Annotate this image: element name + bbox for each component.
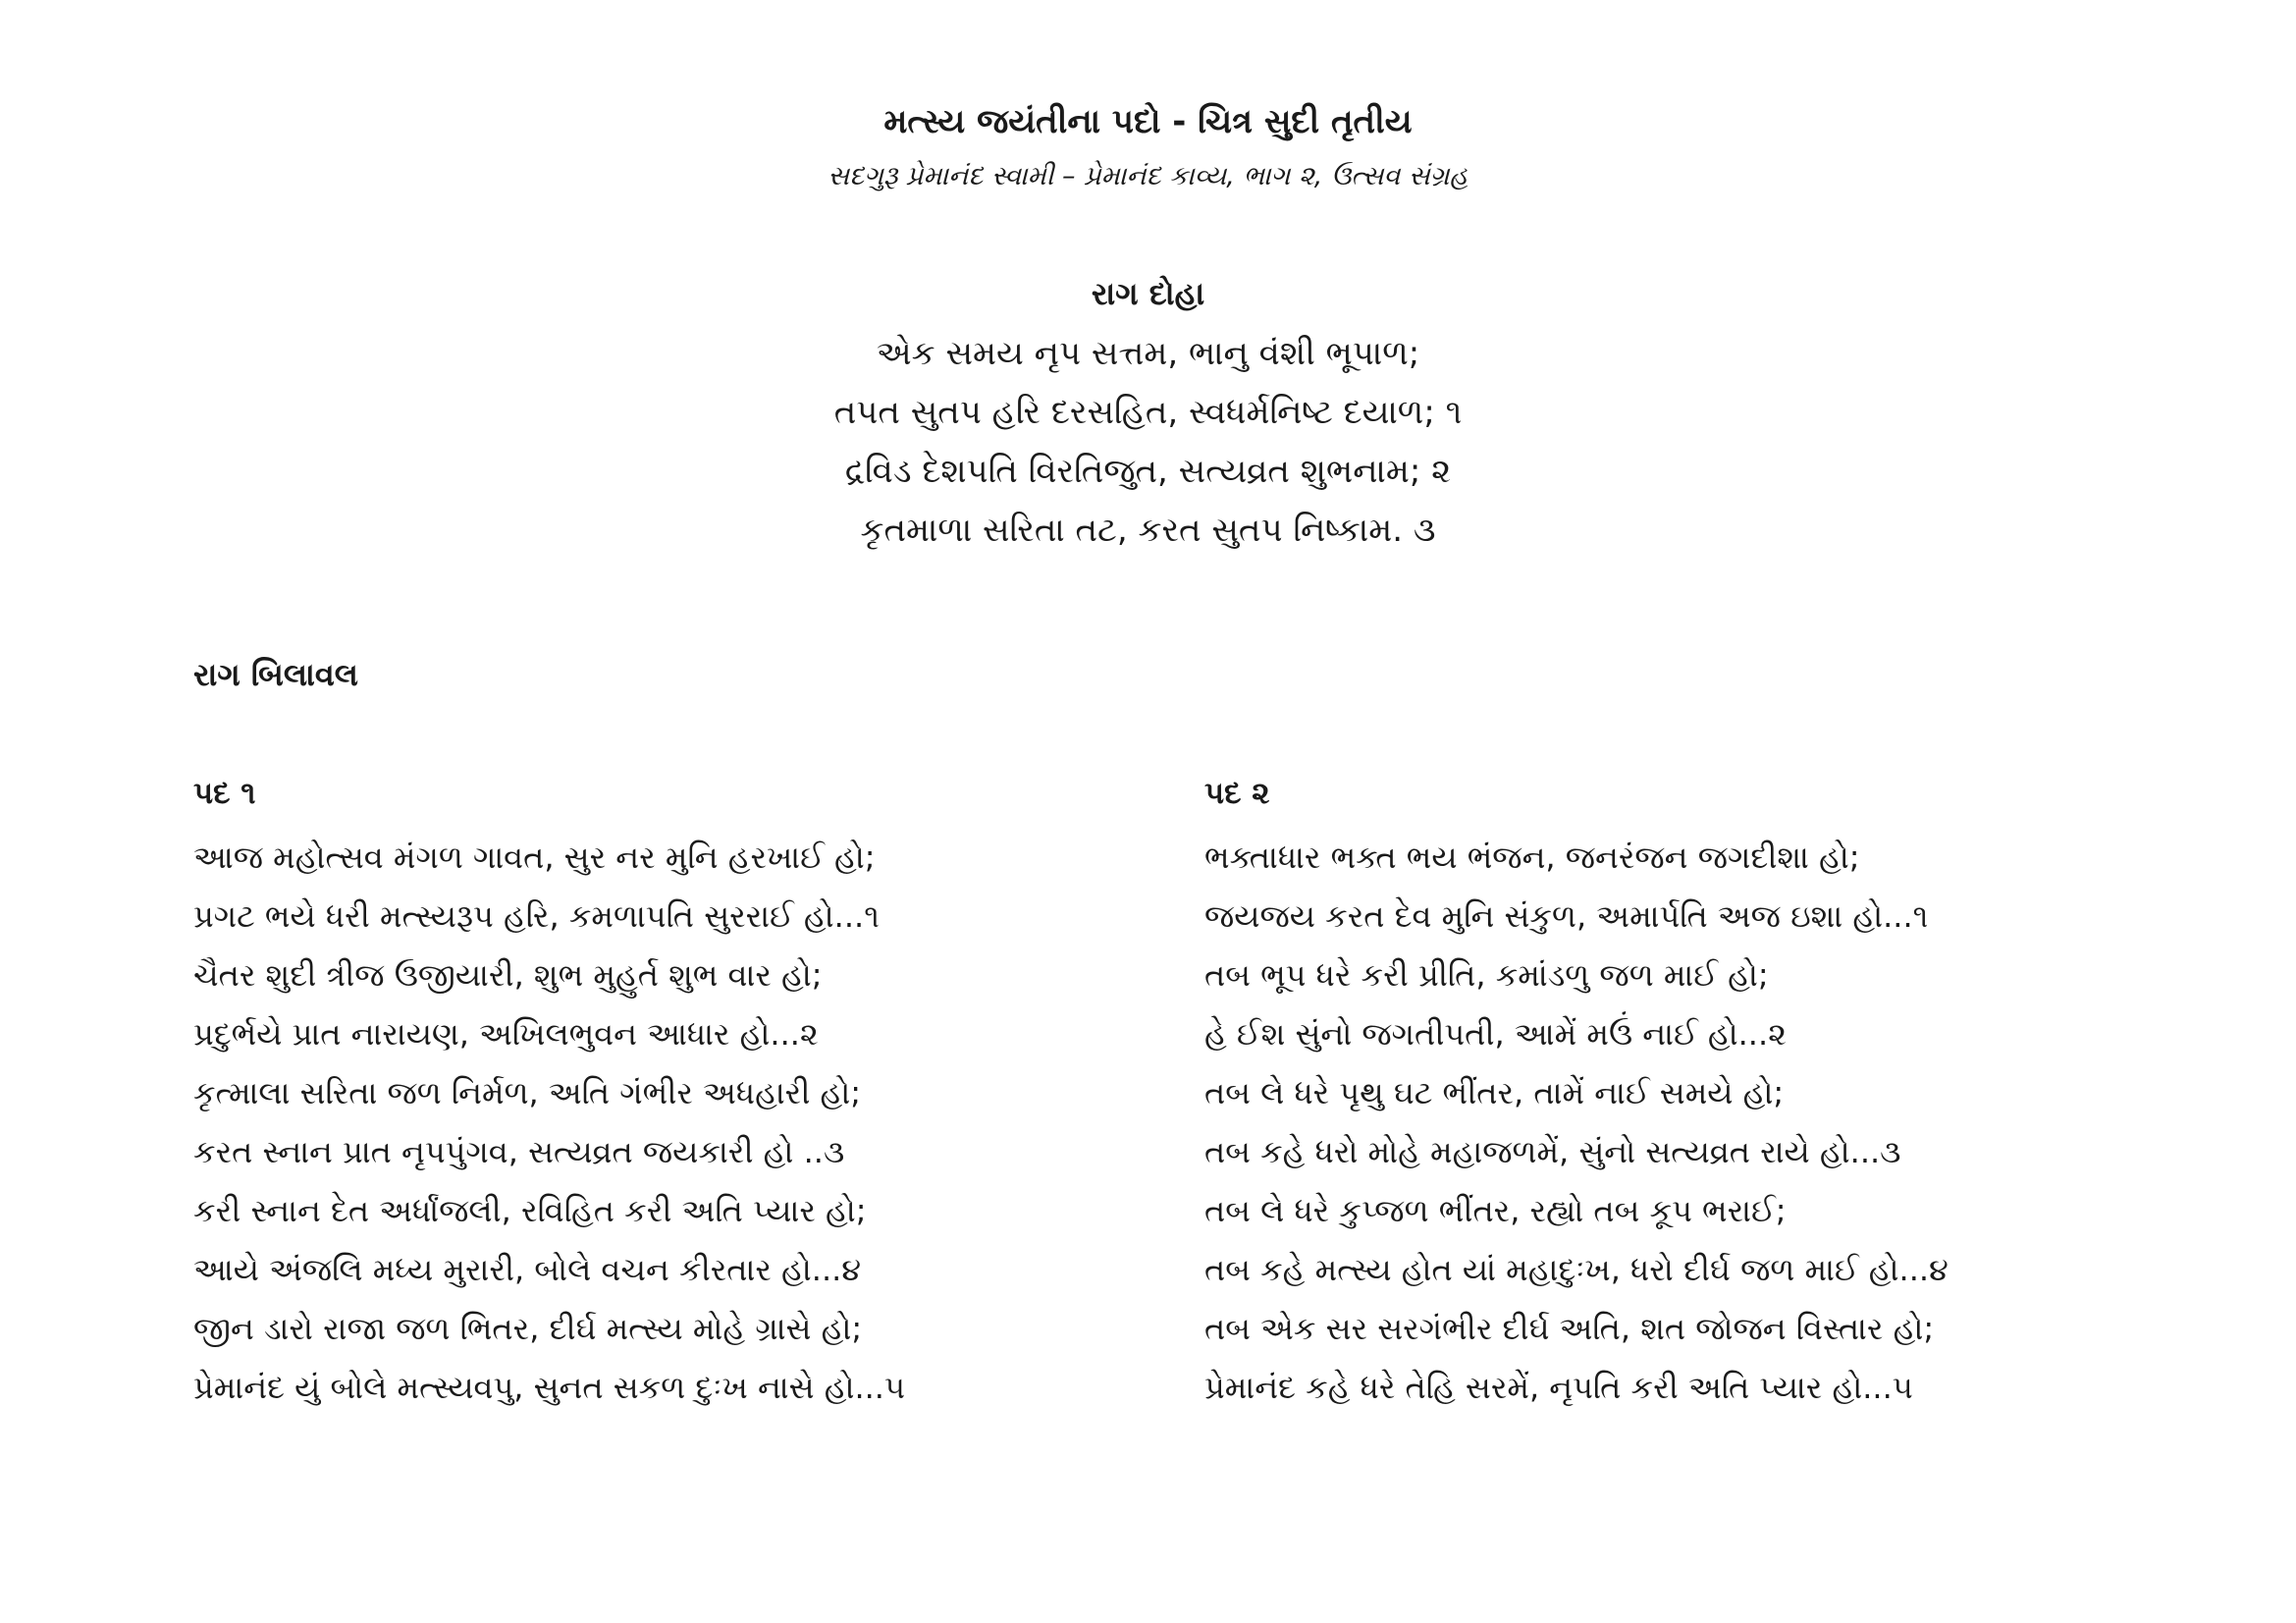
verse-line: હે ઈશ સુંનો જગતીપતી, આમેં મઉં નાઈ હો...૨ [1204, 1015, 1787, 1053]
bilaval-heading: રાગ બિલાવલ [193, 656, 358, 693]
doha-verses [0, 324, 2296, 560]
verse-line: તબ કહે ધરો મોહે મહાજળમેં, સુંનો સત્યવ્રત રાયે હો...૩ [1204, 1133, 1901, 1170]
document-title: મત્સ્ય જયંતીના પદો - ચિત્ર સુદી તૃતીય [883, 102, 1413, 141]
pad-1-heading: પદ ૧ [193, 776, 256, 811]
pad-1-column [193, 771, 1175, 1417]
doha-line: તપત સુતપ હરિ દરસહિત, સ્વધર્મનિષ્ટ દયાળ; ૧ [833, 393, 1463, 432]
verse-line: તબ લે ધરે પૃથુ ઘટ ભીંતર, તામેં નાઈ સમયે હો; [1204, 1074, 1785, 1111]
verse-line: પ્રેમાનંદ યું બોલે મત્સ્યવપુ, સુનત સકળ દુઃખ નાસે હો...૫ [193, 1369, 906, 1406]
verse-line: જયજય કરત દેવ મુનિ સંકુળ, અમાર્પતિ અજ ઇશા હો...૧ [1204, 897, 1929, 935]
verse-line: તબ એક સર સરગંભીર દીર્ઘ અતિ, શત જોજન વિસ્તાર હો; [1204, 1310, 1935, 1347]
pad-2-heading: પદ ૨ [1204, 776, 1270, 811]
verse-line: તબ લે ધરે કુપ્જળ ભીંતર, રહ્યો તબ કૂપ ભરાઈ; [1204, 1192, 1787, 1229]
verse-line: કરત સ્નાન પ્રાત નૃપપુંગવ, સત્યવ્રત જયકારી હો ..૩ [193, 1133, 845, 1170]
verse-line: કૃત્માલા સરિતા જળ નિર્મળ, અતિ ગંભીર અધહારી હો; [193, 1074, 862, 1111]
doha-line: એક સમય નૃપ સત્તમ, ભાનુ વંશી ભૂપાળ; [876, 334, 1420, 373]
verse-line: કરી સ્નાન દેત અર્ધાંજલી, રવિહિત કરી અતિ પ્યાર હો; [193, 1192, 867, 1229]
doha-line: દ્રવિડ દેશપતિ વિરતિજુત, સત્યવ્રત શુભનામ; ૨ [844, 452, 1452, 491]
verse-line: આયે અંજલિ મધ્ય મુરારી, બોલે વચન કીરતાર હો...૪ [193, 1251, 862, 1288]
verse-line: પ્રદુર્ભયે પ્રાત નારાયણ, અખિલભુવન આધાર હો...૨ [193, 1015, 819, 1053]
document-subtitle: સદગુરૂ પ્રેમાનંદ સ્વામી – પ્રેમાનંદ કાવ્ય, ભાગ ૨, ઉત્સવ સંગ્રહ [828, 161, 1468, 191]
verse-line: તબ કહે મત્સ્ય હોત યાં મહાદુઃખ, ધરો દીર્ઘ જળ માઈ હો...૪ [1204, 1251, 1949, 1288]
verse-line: જીન ડારો રાજા જળ ભિતર, દીર્ઘ મત્સ્ય મોહે ગ્રાસે હો; [193, 1310, 863, 1347]
verse-line: પ્રેમાનંદ કહે ધરે તેહિ સરમેં, નૃપતિ કરી અતિ પ્યાર હો...૫ [1204, 1369, 1913, 1406]
verse-line: ભક્તાધાર ભક્ત ભય ભંજન, જનરંજન જગદીશા હો; [1204, 839, 1860, 876]
verse-line: પ્રગટ ભયે ધરી મત્સ્યરૂપ હરિ, કમળાપતિ સુરરાઈ હો...૧ [193, 897, 880, 935]
verse-line: ચૈતર શુદી ત્રીજ ઉજીયારી, શુભ મુહુર્ત શુભ વાર હો; [193, 956, 823, 994]
doha-heading: રાગ દોહા [1091, 275, 1205, 312]
pad-2-column [1204, 771, 2186, 1417]
doha-line: કૃતમાળા સરિતા તટ, કરત સુતપ નિષ્કામ. ૩ [860, 511, 1436, 550]
verse-line: આજ મહોત્સવ મંગળ ગાવત, સુર નર મુનિ હરખાઈ હો; [193, 839, 876, 876]
verse-line: તબ ભૂપ ધરે કરી પ્રીતિ, કમાંડળુ જળ માઈ હો; [1204, 956, 1769, 994]
